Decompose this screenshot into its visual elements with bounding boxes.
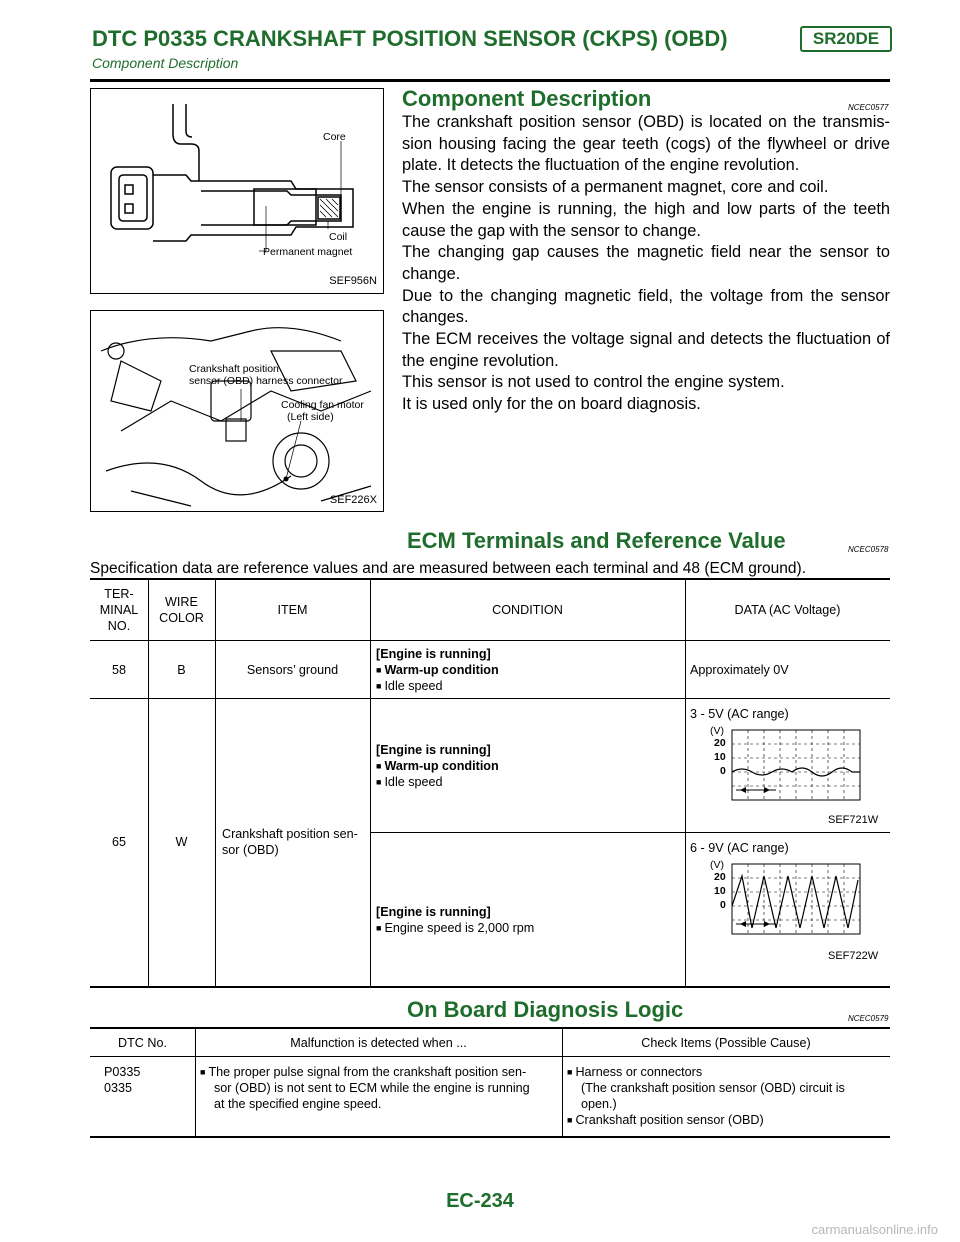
scope2-tick-0: 0 [720,899,726,911]
col-terminal-3: NO. [107,619,131,633]
component-paragraph: The ECM receives the voltage signal and detects the fluctuation of the engine revolution. [402,330,890,370]
component-description-code: NCEC0577 [848,103,889,112]
component-description-body [402,112,890,416]
dtc-code-1: P0335 [104,1065,141,1079]
wire-58: B [177,663,186,677]
col-check-items: Check Items (Possible Cause) [641,1036,811,1050]
component-paragraph: The crankshaft position sensor (OBD) is located on the transmis-sion housing facing the gear teeth (cogs) of the flywheel or drive plate. It detects the fluctuation of the engine revolution. [402,113,890,175]
col-wire-1: WIRE [165,595,198,609]
malfunction-line2: sor (OBD) is not sent to ECM while the engine is running [214,1081,530,1095]
header-rule [90,79,890,82]
check-item-1-line2: (The crankshaft position sensor (OBD) circuit is [581,1081,845,1095]
cond-65a-bold: ■ Warm-up condition [376,758,499,774]
figure2-caption: SEF226X [329,494,377,506]
item-58: Sensors’ ground [246,663,339,677]
malfunction-line3: at the specified engine speed. [214,1097,382,1111]
engine-badge: SR20DE [800,26,892,52]
oscilloscope-waveform-idle [690,722,886,832]
cond-58-title: [Engine is running] [376,647,491,661]
col-wire-2: COLOR [159,611,204,625]
dtc-code-2: 0335 [104,1081,133,1095]
cond-65b-plain: ■ Engine speed is 2,000 rpm [376,920,534,936]
item-65-line2: sor (OBD) [222,843,279,857]
page-number: EC-234 [446,1190,514,1212]
oscilloscope-waveform-2000rpm [690,856,886,966]
col-item: ITEM [277,603,308,617]
connector-location-figure [90,310,384,512]
data-58: Approximately 0V [690,663,789,677]
cooling-fan-label-line2: (Left side) [287,411,334,423]
col-condition: CONDITION [492,603,563,617]
cond-65a-title: [Engine is running] [376,743,491,757]
scope1-caption: SEF721W [828,814,879,826]
scope1-unit: (V) [710,725,724,737]
core-label: Core [323,131,346,143]
cond-58-bold: ■ Warm-up condition [376,662,499,678]
component-description-heading: Component Description [402,86,652,111]
cond-58-plain: ■ Idle speed [376,678,443,694]
scope2-tick-10: 10 [714,885,726,897]
ecm-terminals-code: NCEC0578 [848,545,889,554]
terminal-58: 58 [111,663,126,677]
figure1-caption: SEF956N [329,275,377,287]
component-paragraph: This sensor is not used to control the engine system. [402,373,785,392]
cond-65b-title: [Engine is running] [376,905,491,919]
ecm-terminals-heading: ECM Terminals and Reference Value [407,528,786,553]
component-paragraph: Due to the changing magnetic field, the voltage from the sensor changes. [402,286,890,327]
scope1-tick-10: 10 [714,751,726,763]
col-terminal-1: TER- [104,587,134,601]
wire-65: W [175,835,188,849]
permanent-magnet-label: Permanent magnet [263,246,353,258]
component-paragraph: The sensor consists of a permanent magnet, core and coil. [402,178,829,197]
terminal-65: 65 [111,835,126,849]
watermark: carmanualsonline.info [811,1222,938,1237]
scope2-unit: (V) [710,859,724,871]
check-item-1: ■ Harness or connectors [567,1064,702,1080]
obd-logic-code: NCEC0579 [848,1014,889,1023]
data-65b: 6 - 9V (AC range) [690,841,789,855]
cond-65a-plain: ■ Idle speed [376,774,443,790]
item-65-line1: Crankshaft position sen- [222,827,358,841]
check-item-2: ■ Crankshaft position sensor (OBD) [567,1112,764,1128]
page-header-title: DTC P0335 CRANKSHAFT POSITION SENSOR (CKPS) (OBD) [92,26,728,51]
scope1-tick-20: 20 [714,737,726,749]
col-terminal-2: MINAL [99,603,139,617]
ecm-spec-note: Specification data are reference values and are measured between each terminal and 48 (ECM ground). [90,560,806,577]
cooling-fan-label-line1: Cooling fan motor [281,399,364,411]
coil-label: Coil [329,231,348,243]
col-malfunction: Malfunction is detected when ... [290,1036,467,1050]
scope1-tick-0: 0 [720,765,726,777]
malfunction-line1: ■ The proper pulse signal from the crankshaft position sen- [200,1064,526,1080]
scope2-caption: SEF722W [828,950,879,962]
ckps-connector-label-line2: sensor (OBD) harness connector [189,375,343,387]
ckps-connector-label-line1: Crankshaft position [189,363,279,375]
check-item-1-line3: open.) [581,1097,617,1111]
col-dtc-no: DTC No. [118,1036,167,1050]
obd-logic-heading: On Board Diagnosis Logic [407,997,684,1022]
sensor-drawing [91,89,383,293]
col-data: DATA (AC Voltage) [734,603,841,617]
data-65a: 3 - 5V (AC range) [690,707,789,721]
component-paragraph: When the engine is running, the high and low parts of the teeth cause the gap with the sensor to change. [402,199,890,240]
engine-bay-drawing [91,311,383,511]
sensor-cross-section-figure [90,88,384,294]
component-paragraph: The changing gap causes the magnetic field near the sensor to change. [402,243,890,283]
page-header-subtitle: Component Description [92,55,239,71]
component-paragraph: It is used only for the on board diagnosis. [402,395,701,414]
scope2-tick-20: 20 [714,871,726,883]
